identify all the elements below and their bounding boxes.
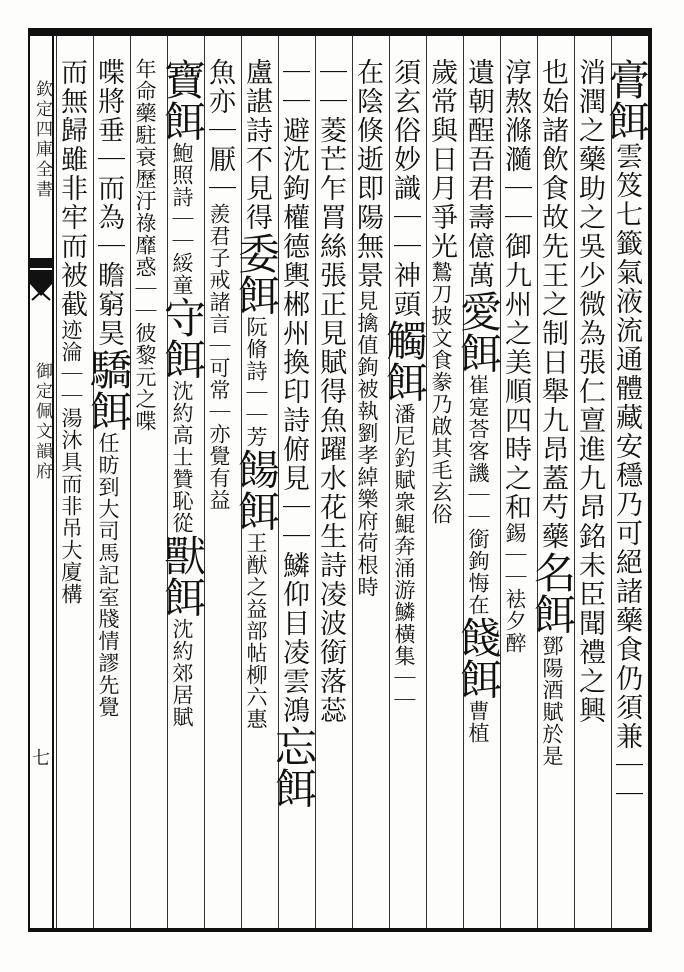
text-column-1	[602, 58, 651, 918]
column-text: 迹淪｜｜湯沐具而非吊大廈構	[59, 319, 83, 605]
column-text: 錫｜｜袪夕醉	[503, 522, 527, 654]
column-text: 沈約高士贊恥從	[170, 380, 194, 534]
text-column-6	[427, 58, 463, 918]
frame-right-border	[648, 28, 652, 932]
column-text: ｜｜菱芒乍罥絲張正見賦得魚躍水花生詩凌波銜落蕊	[315, 58, 346, 725]
text-column-9	[316, 58, 352, 918]
headword: 驕餌	[84, 348, 133, 432]
column-text: 彼黎元之喋	[133, 322, 157, 432]
column-text: 須玄俗妙識｜｜神頭	[389, 58, 420, 319]
column-text: 盧諶詩不見得	[241, 58, 272, 232]
column-text: 阮脩詩｜｜芳	[244, 316, 268, 448]
headword: 忘餌	[269, 725, 318, 809]
column-text: 也始諸飲食故先王之制日舉九昂蓋芍藥	[537, 58, 568, 551]
column-text: 崔寔荅客譏｜｜銜鉤悔在	[466, 374, 490, 616]
text-column-7	[380, 58, 429, 918]
text-column-3	[528, 58, 577, 918]
headword: 觸餌	[380, 319, 429, 403]
headword: 獸餌	[158, 534, 207, 618]
text-column-5	[454, 58, 503, 918]
column-text: 羨君子戒諸	[207, 203, 231, 313]
text-column-10	[269, 58, 318, 918]
headword: 委餌	[232, 232, 281, 316]
text-column-11	[232, 58, 281, 918]
text-column-2	[575, 58, 611, 918]
column-text: 鮑照詩｜｜綏童	[170, 142, 194, 296]
column-text: 歲常與日月爭光	[426, 58, 457, 261]
column-text: 雲笈七籤氣液流通體藏安穩乃可絕諸藥食仍須兼｜｜	[611, 142, 642, 809]
column-text: 喋將垂｜而為｜瞻窮昊	[93, 58, 124, 348]
column-text: 任昉到大司馬記室牋情謬先覺	[96, 432, 120, 718]
column-text: 遺朝酲吾君壽億萬	[463, 58, 494, 290]
headword: 守餌	[158, 296, 207, 380]
column-text: 王猷之益部帖柳六惠	[244, 532, 268, 730]
column-text: ｜｜避沈鉤權德輿郴州換印詩俯見｜｜鱗仰目凌雲鴻	[278, 58, 309, 725]
text-column-16	[57, 58, 93, 918]
headword: 愛餌	[454, 290, 503, 374]
headword: 餞餌	[454, 616, 503, 700]
column-text: 沈約郊居賦	[170, 618, 194, 728]
headword: 寶餌	[158, 58, 207, 142]
page-number: 七	[29, 748, 50, 766]
text-columns	[56, 36, 651, 928]
text-column-4	[501, 58, 537, 918]
column-text: 魚亦｜厭｜	[204, 58, 235, 203]
column-text: 鄧陽酒賦於是	[540, 635, 564, 767]
column-text: 見擒值鉤被執劉孝綽樂府荷根時	[355, 290, 379, 598]
headword: 餳餌	[232, 448, 281, 532]
text-column-15	[84, 58, 133, 918]
book-title-top: 欽定四庫全書	[32, 80, 52, 200]
column-text: 在陰倏逝即陽無景	[352, 58, 383, 290]
text-column-14	[131, 58, 167, 918]
column-text: 鷙刀披文食豢乃啟其毛	[429, 261, 453, 481]
text-column-13	[158, 58, 207, 918]
column-text: 曹植	[466, 700, 490, 744]
column-text: 玄俗	[429, 481, 453, 525]
frame-bottom-border	[28, 928, 652, 932]
frame-top-border	[28, 28, 652, 36]
book-title-bottom: 御定佩文韻府	[32, 362, 52, 482]
column-text: 汙祿靡惑｜｜	[133, 190, 157, 322]
column-text: 消潤之藥助之吳少微為張仁亶進九昂銘未臣聞禮之興	[574, 58, 605, 725]
column-text: 年命藥駐衰歷	[133, 58, 157, 190]
headword: 膏餌	[602, 58, 651, 142]
text-column-8	[353, 58, 389, 918]
column-text: 淳熬滌瀡｜｜御九州之美順四時之和	[500, 58, 531, 522]
column-text: 言｜可常｜亦覺有益	[207, 313, 231, 511]
column-text: 而無歸雖非牢而被截	[56, 58, 87, 319]
column-text: 潘尼釣賦衆鯤奔涌游鱗橫集｜｜	[392, 403, 416, 711]
text-column-12	[205, 58, 241, 918]
headword: 名餌	[528, 551, 577, 635]
